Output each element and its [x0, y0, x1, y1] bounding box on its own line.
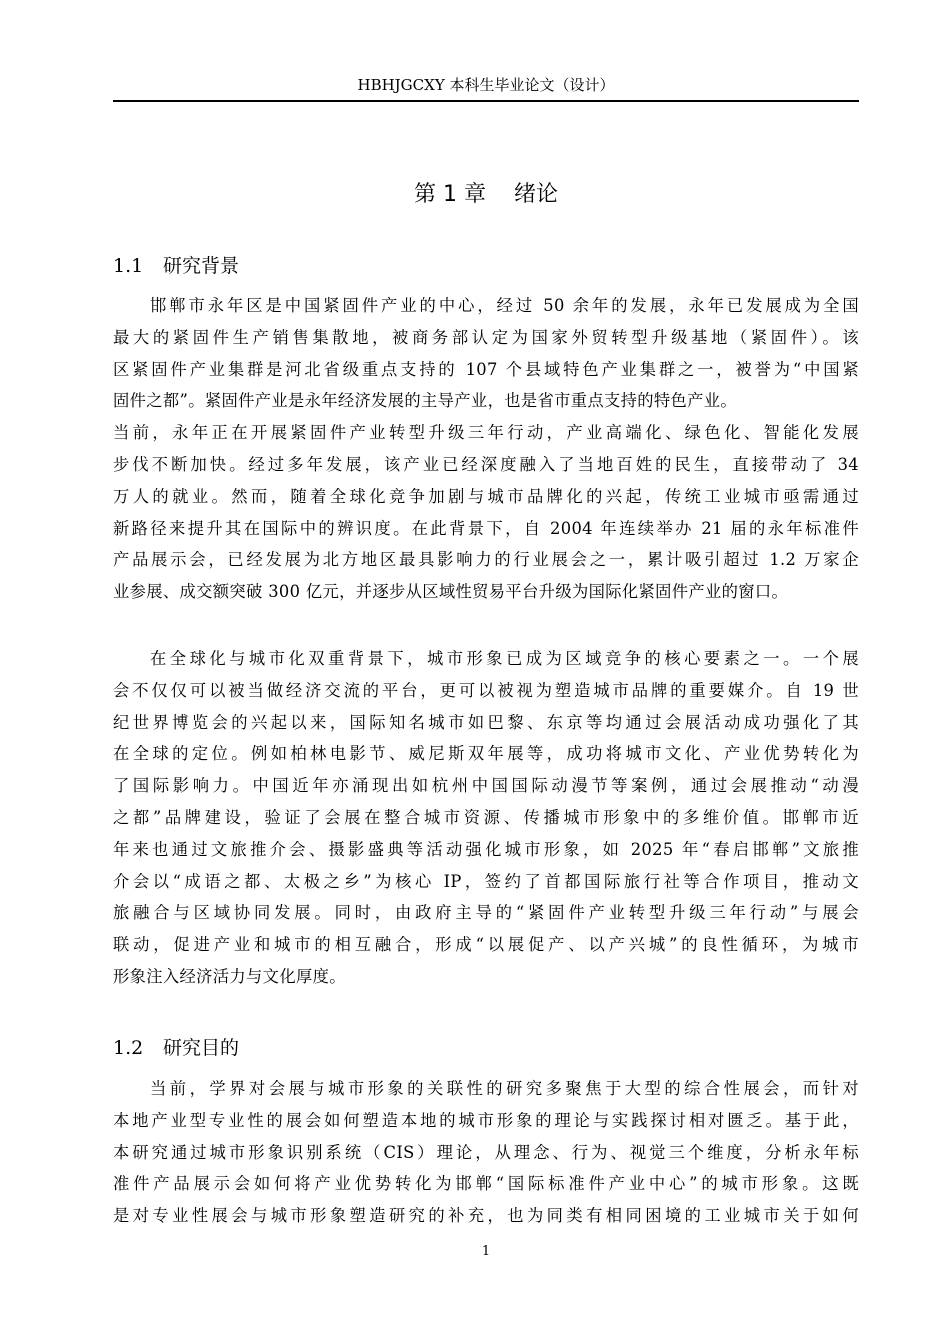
paragraph: [113, 643, 859, 993]
header-text: HBHJGCXY 本科生毕业论文（设计）: [357, 76, 615, 94]
paragraph-line: 本研究通过城市形象识别系统（CIS）理论，从理念、行为、视觉三个维度，分析永年标: [113, 1142, 859, 1162]
paragraph-line: 是对专业性展会与城市形象塑造研究的补充，也为同类有相同困境的工业城市关于如何: [113, 1206, 859, 1226]
paragraph-line: 当前，永年正在开展紧固件产业转型升级三年行动，产业高端化、绿色化、智能化发展: [113, 423, 859, 443]
paragraph-line: 本地产业型专业性的展会如何塑造本地的城市形象的理论与实践探讨相对匮乏。基于此，: [113, 1110, 859, 1130]
paragraph-line: 准件产品展示会如何将产业优势转化为邯郸“国际标准件产业中心”的城市形象。这既: [113, 1174, 859, 1194]
paragraph-line: 步伐不断加快。经过多年发展，该产业已经深度融入了当地百姓的民生，直接带动了 34: [113, 454, 859, 474]
paragraph-line: 区紧固件产业集群是河北省级重点支持的 107 个县域特色产业集群之一，被誉为“中国紧: [113, 359, 859, 379]
paragraph-line: 当前，学界对会展与城市形象的关联性的研究多聚焦于大型的综合性展会，而针对: [150, 1079, 859, 1098]
paragraph-line: 了国际影响力。中国近年亦涌现出如杭州中国国际动漫节等案例，通过会展推动“动漫: [113, 776, 859, 796]
chapter-number: 第 1 章: [414, 182, 486, 207]
paragraph-line: 年来也通过文旅推介会、摄影盛典等活动强化城市形象，如 2025 年“春启邯郸”文旅推: [113, 839, 859, 859]
paragraph-line: 最大的紧固件生产销售集散地，被商务部认定为国家外贸转型升级基地（紧固件）。该: [113, 327, 859, 347]
paragraph-line: 固件之都”。紧固件产业是永年经济发展的主导产业，也是省市重点支持的特色产业。: [113, 391, 738, 411]
paragraph: [113, 1073, 859, 1232]
paragraph-line: 会不仅仅可以被当做经济交流的平台，更可以被视为塑造城市品牌的重要媒介。自 19 世: [113, 680, 859, 700]
paragraph-line: 介会以“成语之都、太极之乡”为核心 IP，签约了首都国际旅行社等合作项目，推动文: [113, 871, 859, 891]
chapter-heading-text: 绪论: [513, 182, 558, 207]
section-number: 1.2: [113, 1037, 144, 1059]
paragraph-line: 旅融合与区域协同发展。同时，由政府主导的“紧固件产业转型升级三年行动”与展会: [113, 903, 859, 923]
section-number: 1.1: [113, 255, 144, 277]
paragraph-line: 在全球化与城市化双重背景下，城市形象已成为区域竞争的核心要素之一。一个展: [150, 649, 859, 668]
paragraph: [113, 290, 859, 608]
paragraph-line: 联动，促进产业和城市的相互融合，形成“以展促产、以产兴城”的良性循环，为城市: [113, 935, 859, 955]
section-heading: [113, 251, 859, 281]
paragraph-line: 在全球的定位。例如柏林电影节、威尼斯双年展等，成功将城市文化、产业优势转化为: [113, 744, 859, 764]
paragraph-line: 业参展、成交额突破 300 亿元，并逐步从区域性贸易平台升级为国际化紧固件产业的窗口。: [113, 582, 789, 602]
paragraph-line: 邯郸市永年区是中国紧固件产业的中心，经过 50 余年的发展，永年已发展成为全国: [150, 296, 859, 315]
page-header: [113, 70, 859, 102]
paragraph-line: 产品展示会，已经发展为北方地区最具影响力的行业展会之一，累计吸引超过 1.2 万家企: [113, 550, 859, 570]
paragraph-line: 纪世界博览会的兴起以来，国际知名城市如巴黎、东京等均通过会展活动成功强化了其: [113, 712, 859, 732]
paragraph-line: 之都”品牌建设，验证了会展在整合城市资源、传播城市形象中的多维价值。邯郸市近: [113, 807, 859, 827]
section-heading: [113, 1033, 859, 1063]
paragraph-line: 万人的就业。然而，随着全球化竞争加剧与城市品牌化的兴起，传统工业城市亟需通过: [113, 486, 859, 506]
page-number: 1: [481, 1244, 491, 1259]
paragraph-line: 新路径来提升其在国际中的辨识度。在此背景下，自 2004 年连续举办 21 届的永年标准件: [113, 518, 859, 538]
chapter-title: [113, 176, 859, 214]
paragraph-line: 形象注入经济活力与文化厚度。: [113, 966, 346, 986]
section-title: 研究目的: [163, 1037, 240, 1059]
section-title: 研究背景: [163, 255, 240, 277]
